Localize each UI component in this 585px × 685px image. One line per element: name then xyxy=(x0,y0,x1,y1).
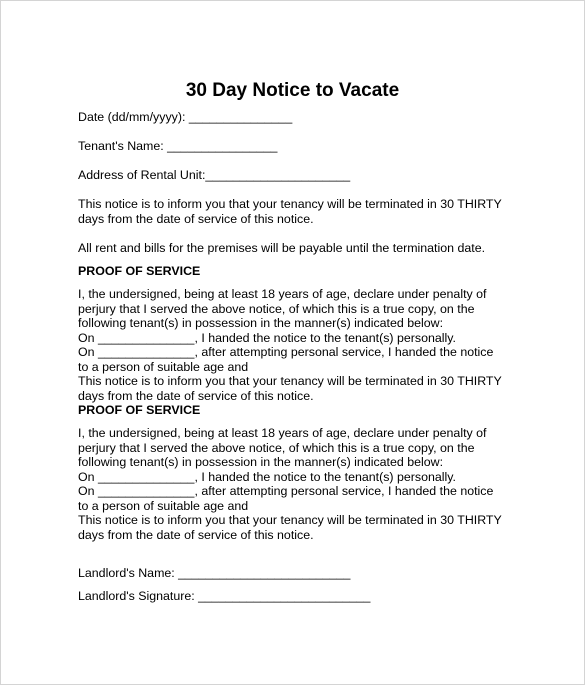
proof-text-line: On ______________, I handed the notice to the tenant(s) personally. xyxy=(78,470,456,484)
proof-text-line: perjury that I served the above notice, of which this is a true copy, on the xyxy=(78,441,475,455)
tenant-name-line: Tenant's Name: ________________ xyxy=(78,139,278,153)
proof-text-line: On ______________, after attempting personal service, I handed the notice xyxy=(78,484,494,498)
proof-text-line: to a person of suitable age and xyxy=(78,499,249,513)
document-title: 30 Day Notice to Vacate xyxy=(185,80,400,101)
proof-text-line: On ______________, after attempting personal service, I handed the notice xyxy=(78,345,494,359)
notice-text-line: This notice is to inform you that your tenancy will be terminated in 30 THIRTY xyxy=(78,197,502,211)
proof-text-line: On ______________, I handed the notice to the tenant(s) personally. xyxy=(78,331,456,345)
rental-address-line: Address of Rental Unit:_____________________ xyxy=(78,168,351,182)
proof-text-line: following tenant(s) in possession in the manner(s) indicated below: xyxy=(78,455,444,469)
proof-of-service-heading: PROOF OF SERVICE xyxy=(78,264,201,278)
notice-text-line: This notice is to inform you that your tenancy will be terminated in 30 THIRTY xyxy=(78,374,502,388)
proof-text-line: perjury that I served the above notice, of which this is a true copy, on the xyxy=(78,302,475,316)
proof-text-line: following tenant(s) in possession in the manner(s) indicated below: xyxy=(78,316,444,330)
landlord-name-line: Landlord's Name: _________________________ xyxy=(78,566,351,580)
landlord-signature-line: Landlord's Signature: _________________________ xyxy=(78,589,371,603)
proof-text-line: to a person of suitable age and xyxy=(78,360,249,374)
date-field-line: Date (dd/mm/yyyy): _______________ xyxy=(78,110,293,124)
notice-text-line: days from the date of service of this notice. xyxy=(78,212,314,226)
proof-text-line: I, the undersigned, being at least 18 years of age, declare under penalty of xyxy=(78,287,487,301)
notice-text-line: days from the date of service of this notice. xyxy=(78,528,314,542)
proof-text-line: I, the undersigned, being at least 18 years of age, declare under penalty of xyxy=(78,426,487,440)
notice-text-line: days from the date of service of this notice. xyxy=(78,389,314,403)
proof-of-service-heading: PROOF OF SERVICE xyxy=(78,403,201,417)
rent-notice-line: All rent and bills for the premises will be payable until the termination date. xyxy=(78,241,486,255)
notice-text-line: This notice is to inform you that your tenancy will be terminated in 30 THIRTY xyxy=(78,513,502,527)
